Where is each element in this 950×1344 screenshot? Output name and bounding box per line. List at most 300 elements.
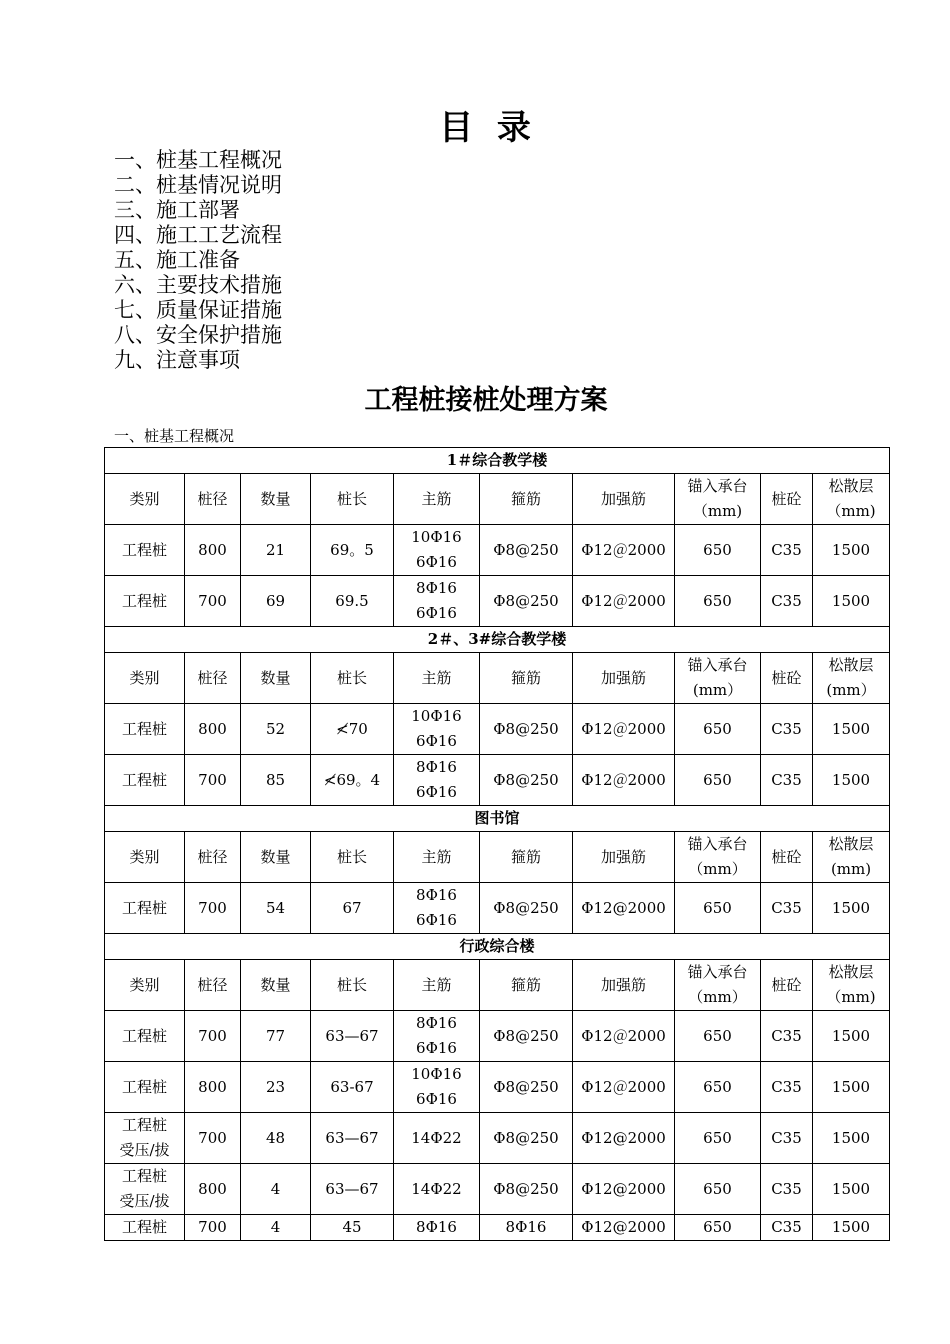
table-cell — [675, 1164, 761, 1215]
table-cell — [761, 1215, 813, 1241]
cell-text: 受压/拔 — [119, 1141, 170, 1159]
cell-text: 650 — [703, 1218, 732, 1236]
cell-text: 桩砼 — [771, 847, 802, 866]
table-cell — [480, 1062, 573, 1113]
table-cell — [185, 883, 241, 934]
cell-text: （mm) — [692, 502, 743, 520]
cell-text: 10Φ16 — [411, 707, 462, 725]
cell-text: 69 — [265, 591, 286, 610]
cell-text: 8Φ16 — [416, 1014, 457, 1032]
table-cell — [573, 576, 675, 627]
table-cell — [185, 1215, 241, 1241]
cell-text: 650 — [703, 1128, 732, 1147]
table-cell — [480, 1113, 573, 1164]
table-cell — [185, 576, 241, 627]
column-header — [185, 832, 241, 883]
column-header — [761, 653, 813, 704]
table-cell — [480, 755, 573, 806]
toc-item[interactable]: 五、施工准备 — [114, 248, 240, 272]
table-cell — [311, 1011, 394, 1062]
cell-text: 加强筋 — [600, 847, 646, 866]
cell-text: 松散层 — [828, 477, 874, 495]
table-cell — [813, 704, 890, 755]
cell-text: (mm） — [826, 681, 876, 699]
cell-text: 桩砼 — [771, 975, 802, 994]
building-heading-row — [105, 627, 890, 653]
column-header — [311, 960, 394, 1011]
table-row — [105, 755, 890, 806]
cell-text: 类别 — [129, 668, 160, 687]
table-cell — [573, 1113, 675, 1164]
table-cell — [675, 883, 761, 934]
table-cell — [675, 576, 761, 627]
table-cell — [241, 883, 311, 934]
building-name: 2＃、3#综合教学楼 — [105, 627, 890, 653]
column-header — [241, 832, 311, 883]
column-header — [573, 653, 675, 704]
table-row — [105, 1215, 890, 1241]
table-cell — [241, 704, 311, 755]
cell-text: Φ12@2000 — [581, 898, 666, 917]
table-cell — [241, 576, 311, 627]
table-cell — [185, 755, 241, 806]
table-cell — [394, 883, 480, 934]
cell-text: C35 — [771, 719, 802, 738]
table-cell — [105, 525, 185, 576]
column-header — [761, 832, 813, 883]
table-cell — [185, 704, 241, 755]
column-header — [394, 960, 480, 1011]
column-header — [813, 832, 890, 883]
cell-text: 桩砼 — [771, 489, 802, 508]
cell-text: 松散层 — [828, 963, 874, 981]
table-row — [105, 576, 890, 627]
cell-text: 类别 — [129, 847, 160, 866]
column-header — [185, 960, 241, 1011]
table-cell — [480, 883, 573, 934]
cell-text: 21 — [265, 540, 286, 559]
cell-text: 6Φ16 — [416, 783, 457, 801]
table-cell — [675, 1062, 761, 1113]
table-cell — [813, 883, 890, 934]
toc-item[interactable]: 九、注意事项 — [114, 348, 240, 372]
table-cell — [105, 576, 185, 627]
cell-text: C35 — [771, 1077, 802, 1096]
cell-text: 工程桩 — [121, 898, 167, 917]
cell-text: 6Φ16 — [416, 1039, 457, 1057]
building-name: 1＃综合教学楼 — [105, 448, 890, 474]
column-header — [105, 960, 185, 1011]
cell-text: 45 — [342, 1218, 362, 1236]
cell-text: 4 — [270, 1179, 281, 1198]
column-header — [813, 474, 890, 525]
table-cell — [813, 1011, 890, 1062]
table-cell — [675, 704, 761, 755]
cell-text: 桩长 — [336, 847, 367, 866]
column-header — [675, 960, 761, 1011]
cell-text: Φ12＠2000 — [581, 1077, 666, 1096]
cell-text: 1500 — [831, 540, 871, 559]
table-cell — [573, 883, 675, 934]
cell-text: Φ12＠2000 — [581, 770, 666, 789]
table-cell — [761, 1011, 813, 1062]
cell-text: 14Φ22 — [411, 1179, 462, 1198]
table-cell — [185, 1011, 241, 1062]
cell-text: Φ12@2000 — [581, 1128, 666, 1147]
column-header — [761, 474, 813, 525]
table-cell — [394, 1113, 480, 1164]
cell-text: 6Φ16 — [416, 732, 457, 750]
cell-text: C35 — [771, 1179, 802, 1198]
cell-text: C35 — [771, 540, 802, 559]
table-cell — [813, 576, 890, 627]
cell-text: 工程桩 — [121, 1167, 167, 1185]
column-header — [311, 653, 394, 704]
cell-text: （mm) — [826, 502, 876, 520]
column-header — [480, 653, 573, 704]
cell-text: 69。5 — [330, 540, 374, 559]
cell-text: Φ8@250 — [493, 1077, 559, 1096]
table-cell — [105, 1215, 185, 1241]
cell-text: 650 — [703, 1179, 732, 1198]
table-cell — [105, 1062, 185, 1113]
cell-text: 650 — [703, 719, 732, 738]
column-header — [241, 960, 311, 1011]
table-cell — [573, 704, 675, 755]
cell-text: 主筋 — [421, 975, 452, 994]
table-cell — [241, 1062, 311, 1113]
cell-text: 松散层 — [828, 656, 874, 674]
table-row — [105, 1062, 890, 1113]
cell-text: 8Φ16 — [416, 758, 457, 776]
table-cell — [105, 755, 185, 806]
table-cell — [480, 1011, 573, 1062]
cell-text: 69.5 — [335, 591, 369, 610]
table-row — [105, 1164, 890, 1215]
building-heading-row — [105, 934, 890, 960]
cell-text: 650 — [703, 770, 732, 789]
table-cell — [573, 755, 675, 806]
table-cell — [675, 1113, 761, 1164]
cell-text: Φ12@2000 — [581, 1179, 666, 1198]
column-header-row — [105, 832, 890, 883]
table-cell — [311, 576, 394, 627]
cell-text: 1500 — [831, 898, 871, 917]
table-cell — [394, 576, 480, 627]
table-cell — [185, 1164, 241, 1215]
cell-text: 650 — [703, 591, 732, 610]
table-cell — [311, 883, 394, 934]
table-cell — [105, 883, 185, 934]
cell-text: Φ12＠2000 — [581, 1026, 666, 1045]
table-cell — [311, 1164, 394, 1215]
cell-text: 工程桩 — [121, 1116, 167, 1134]
cell-text: (mm) — [830, 860, 872, 878]
cell-text: 54 — [265, 898, 286, 917]
table-cell — [105, 1113, 185, 1164]
table-cell — [105, 704, 185, 755]
table-cell — [185, 525, 241, 576]
table-cell — [394, 755, 480, 806]
table-cell — [813, 1113, 890, 1164]
cell-text: 6Φ16 — [416, 1090, 457, 1108]
cell-text: 数量 — [260, 668, 291, 687]
cell-text: Φ8@250 — [493, 540, 559, 559]
cell-text: 类别 — [129, 489, 160, 508]
column-header — [394, 474, 480, 525]
cell-text: 52 — [265, 719, 286, 738]
column-header — [105, 474, 185, 525]
column-header — [394, 832, 480, 883]
column-header — [311, 832, 394, 883]
toc-item[interactable]: 六、主要技术措施 — [114, 273, 282, 297]
cell-text: 箍筋 — [510, 975, 541, 994]
table-row — [105, 1113, 890, 1164]
cell-text: 1500 — [831, 770, 871, 789]
cell-text: ≮70 — [336, 719, 368, 738]
cell-text: C35 — [771, 770, 802, 789]
cell-text: 锚入承台 — [687, 963, 748, 981]
table-cell — [761, 1164, 813, 1215]
table-row — [105, 704, 890, 755]
cell-text: 1500 — [831, 719, 871, 738]
toc-item[interactable]: 一、桩基工程概况 — [114, 148, 282, 172]
cell-text: 工程桩 — [121, 540, 167, 559]
table-cell — [241, 1011, 311, 1062]
table-cell — [573, 525, 675, 576]
cell-text: 8Φ16 — [416, 886, 457, 904]
table-cell — [185, 1113, 241, 1164]
cell-text: 主筋 — [421, 847, 452, 866]
cell-text: 箍筋 — [510, 847, 541, 866]
cell-text: 23 — [265, 1077, 286, 1096]
cell-text: 48 — [265, 1128, 286, 1147]
cell-text: 1500 — [831, 1077, 871, 1096]
toc-item[interactable]: 二、桩基情况说明 — [114, 173, 282, 197]
table-cell — [105, 1164, 185, 1215]
table-cell — [241, 525, 311, 576]
cell-text: C35 — [771, 1128, 802, 1147]
cell-text: C35 — [771, 1026, 802, 1045]
toc-item[interactable]: 四、施工工艺流程 — [114, 223, 282, 247]
cell-text: 800 — [198, 540, 227, 559]
cell-text: 700 — [198, 1218, 227, 1236]
column-header — [394, 653, 480, 704]
toc-item[interactable]: 七、质量保证措施 — [114, 298, 282, 322]
column-header — [761, 960, 813, 1011]
table-cell — [573, 1011, 675, 1062]
cell-text: 类别 — [129, 975, 160, 994]
table-cell — [675, 1215, 761, 1241]
cell-text: 数量 — [260, 847, 291, 866]
cell-text: 松散层 — [828, 835, 874, 853]
table-cell — [241, 1215, 311, 1241]
cell-text: 800 — [198, 1179, 227, 1198]
cell-text: 工程桩 — [121, 770, 167, 789]
table-cell — [761, 883, 813, 934]
cell-text: 箍筋 — [510, 489, 541, 508]
table-cell — [480, 1215, 573, 1241]
cell-text: Φ8@250 — [493, 1026, 559, 1045]
column-header — [480, 960, 573, 1011]
cell-text: 10Φ16 — [411, 528, 462, 546]
table-cell — [675, 755, 761, 806]
cell-text: 67 — [342, 898, 362, 917]
cell-text: 锚入承台 — [687, 477, 748, 495]
table-cell — [813, 755, 890, 806]
table-cell — [394, 1062, 480, 1113]
table-cell — [573, 1215, 675, 1241]
table-cell — [241, 755, 311, 806]
table-cell — [311, 755, 394, 806]
table-cell — [480, 525, 573, 576]
column-header — [480, 832, 573, 883]
cell-text: 700 — [198, 1128, 227, 1147]
cell-text: (mm） — [692, 681, 743, 699]
column-header-row — [105, 960, 890, 1011]
table-cell — [761, 525, 813, 576]
cell-text: 桩长 — [336, 668, 367, 687]
table-cell — [573, 1164, 675, 1215]
cell-text: 700 — [198, 1026, 227, 1045]
cell-text: 桩长 — [336, 489, 367, 508]
cell-text: 桩径 — [197, 975, 228, 994]
table-cell — [813, 1062, 890, 1113]
cell-text: 数量 — [260, 975, 291, 994]
cell-text: 6Φ16 — [416, 604, 457, 622]
cell-text: 1500 — [831, 1179, 871, 1198]
column-header — [675, 832, 761, 883]
cell-text: 650 — [703, 540, 732, 559]
cell-text: 工程桩 — [121, 1077, 167, 1096]
table-cell — [573, 1062, 675, 1113]
table-cell — [813, 1215, 890, 1241]
cell-text: 6Φ16 — [416, 911, 457, 929]
column-header — [241, 474, 311, 525]
cell-text: 桩长 — [336, 975, 367, 994]
cell-text: 桩径 — [197, 489, 228, 508]
building-name: 图书馆 — [105, 806, 890, 832]
table-cell — [105, 1011, 185, 1062]
cell-text: 1500 — [831, 1218, 871, 1236]
column-header-row — [105, 653, 890, 704]
document-title: 工程桩接桩处理方案 — [364, 385, 608, 416]
cell-text: 工程桩 — [121, 1026, 167, 1045]
cell-text: Φ8@250 — [493, 1128, 559, 1147]
cell-text: Φ8@250 — [493, 1179, 559, 1198]
building-name: 行政综合楼 — [105, 934, 890, 960]
table-cell — [761, 755, 813, 806]
toc-title: 目 录 — [439, 108, 537, 148]
table-cell — [185, 1062, 241, 1113]
cell-text: 加强筋 — [600, 668, 646, 687]
table-cell — [311, 1113, 394, 1164]
cell-text: 桩砼 — [771, 668, 802, 687]
column-header — [105, 832, 185, 883]
cell-text: 工程桩 — [121, 591, 167, 610]
table-row — [105, 883, 890, 934]
cell-text: 700 — [198, 591, 227, 610]
cell-text: 8Φ16 — [505, 1218, 547, 1236]
table-cell — [813, 525, 890, 576]
table-cell — [480, 576, 573, 627]
cell-text: ≮69。4 — [323, 770, 381, 789]
cell-text: 8Φ16 — [416, 1218, 457, 1236]
column-header — [185, 474, 241, 525]
column-header — [813, 653, 890, 704]
column-header-row — [105, 474, 890, 525]
cell-text: 800 — [198, 719, 227, 738]
cell-text: 63-67 — [330, 1077, 374, 1096]
cell-text: 650 — [703, 1077, 732, 1096]
cell-text: 工程桩 — [121, 719, 167, 738]
cell-text: 锚入承台 — [687, 835, 748, 853]
cell-text: 工程桩 — [121, 1218, 167, 1236]
cell-text: 77 — [265, 1026, 286, 1045]
cell-text: 63—67 — [325, 1128, 379, 1147]
building-heading-row — [105, 806, 890, 832]
section-heading: 一、桩基工程概况 — [114, 427, 235, 445]
cell-text: Φ12＠2000 — [581, 591, 666, 610]
table-cell — [675, 525, 761, 576]
column-header — [480, 474, 573, 525]
cell-text: 数量 — [260, 489, 291, 508]
cell-text: 主筋 — [421, 668, 452, 687]
table-cell — [480, 1164, 573, 1215]
cell-text: 700 — [198, 898, 227, 917]
cell-text: （mm） — [688, 988, 747, 1006]
cell-text: C35 — [771, 1218, 802, 1236]
cell-text: 63—67 — [325, 1179, 379, 1198]
cell-text: C35 — [771, 591, 802, 610]
table-cell — [394, 525, 480, 576]
cell-text: 箍筋 — [510, 668, 541, 687]
cell-text: 1500 — [831, 591, 871, 610]
table-cell — [394, 704, 480, 755]
table-cell — [394, 1011, 480, 1062]
cell-text: 63—67 — [325, 1026, 379, 1045]
cell-text: Φ12＠2000 — [581, 540, 666, 559]
column-header — [105, 653, 185, 704]
cell-text: 6Φ16 — [416, 553, 457, 571]
column-header — [185, 653, 241, 704]
cell-text: 加强筋 — [600, 975, 646, 994]
pile-table — [104, 447, 890, 1241]
cell-text: （mm） — [688, 860, 747, 878]
column-header — [573, 960, 675, 1011]
column-header — [813, 960, 890, 1011]
column-header — [675, 653, 761, 704]
cell-text: 4 — [270, 1218, 281, 1236]
toc-item[interactable]: 三、施工部署 — [114, 198, 240, 222]
table-cell — [241, 1113, 311, 1164]
column-header — [675, 474, 761, 525]
table-cell — [813, 1164, 890, 1215]
cell-text: 8Φ16 — [416, 579, 457, 597]
table-cell — [311, 525, 394, 576]
table-cell — [311, 1215, 394, 1241]
table-row — [105, 1011, 890, 1062]
table-cell — [394, 1164, 480, 1215]
table-cell — [311, 1062, 394, 1113]
cell-text: 1500 — [831, 1128, 871, 1147]
cell-text: 受压/拔 — [119, 1192, 170, 1210]
toc-item[interactable]: 八、安全保护措施 — [114, 323, 282, 347]
column-header — [573, 474, 675, 525]
cell-text: 700 — [198, 770, 227, 789]
column-header — [241, 653, 311, 704]
cell-text: C35 — [771, 898, 802, 917]
